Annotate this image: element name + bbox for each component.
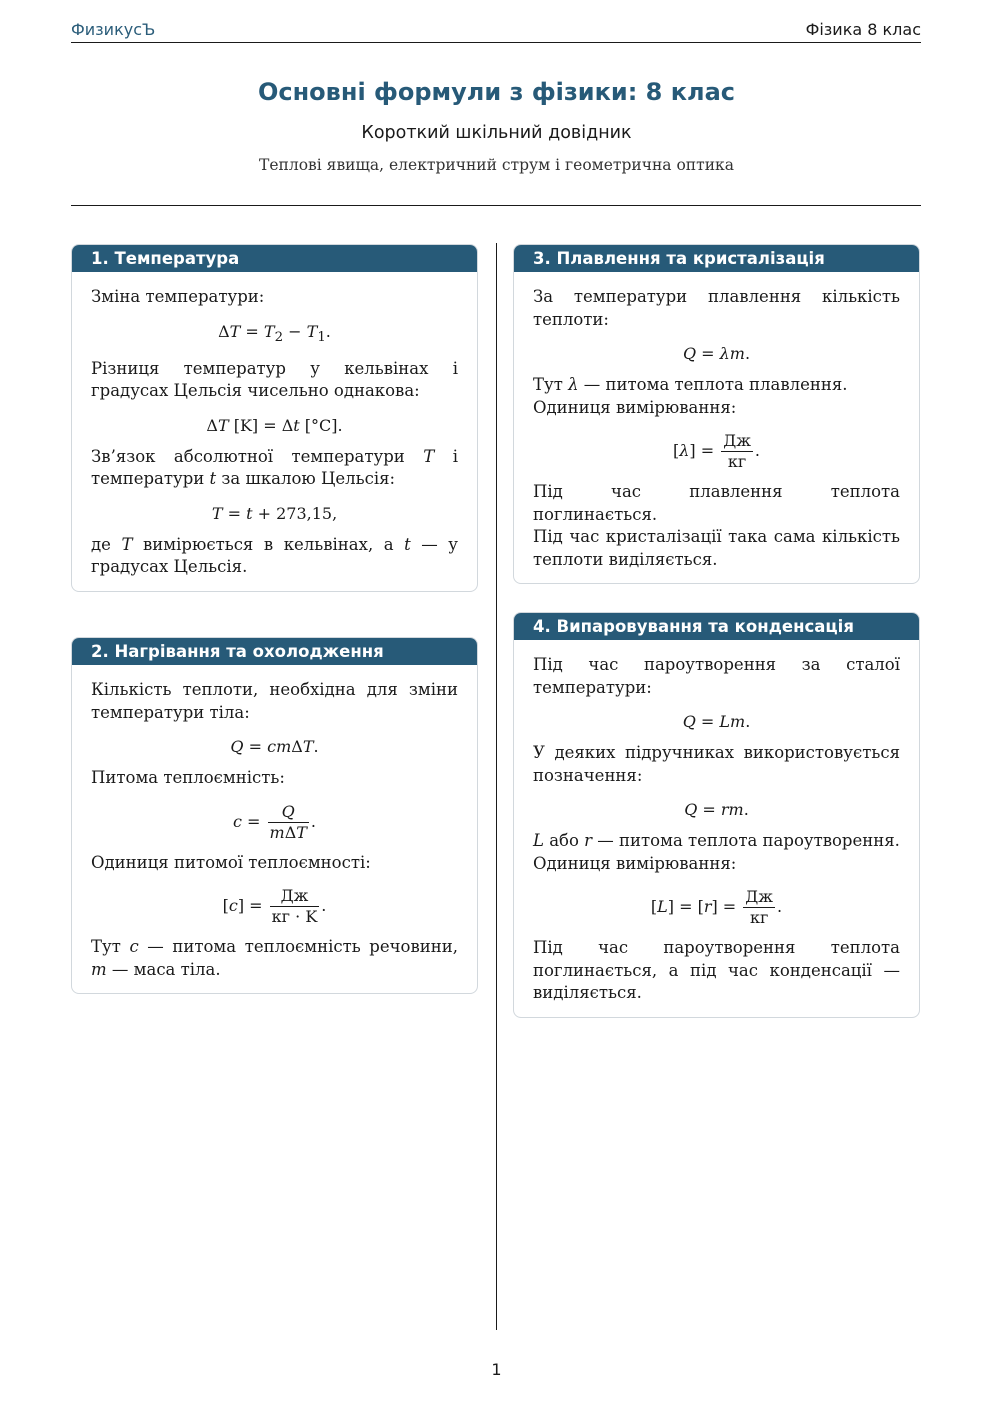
- column-divider: [496, 243, 497, 1330]
- title-rule: [71, 205, 921, 206]
- text: Зв’язок абсолютної температури T і температури t за шкалою Цельсія:: [91, 446, 458, 489]
- page-title: Основні формули з фізики: 8 клас: [257, 78, 736, 106]
- section-melting: [513, 244, 920, 584]
- text: Різниця температур у кельвінах і градусах Цельсія чисельно однакова:: [91, 358, 458, 401]
- text: Під час пароутворення за сталої температури:: [533, 655, 900, 697]
- text: У деяких підручниках використовується позначення:: [533, 743, 900, 785]
- text: де T вимірюється в кельвінах, а t — у градусах Цельсія.: [91, 534, 459, 577]
- formula-absolute-temp: T = t + 273,15,: [211, 503, 338, 523]
- text: Під час пароутворення теплота поглинається, а під час конденсації — виділяється.: [533, 938, 900, 1002]
- formula-kelvin-celsius-diff: ΔT [K] = Δt [°C].: [206, 415, 343, 435]
- page-topics: Теплові явища, електричний струм і геометрична оптика: [259, 156, 734, 174]
- text: Під час кристалізації така сама кількість теплоти виділяється.: [533, 527, 900, 569]
- section-title: 2. Нагрівання та охолодження: [72, 638, 477, 665]
- text: Тут λ — питома теплота плавлення.: [533, 375, 848, 394]
- text: За температури плавлення кількість теплоти:: [533, 287, 900, 329]
- text: Одиниця вимірювання:: [533, 853, 737, 873]
- text: Зміна температури:: [91, 287, 265, 306]
- text: L або r — питома теплота пароутворення.: [533, 831, 900, 850]
- section-evaporation: [513, 612, 920, 1018]
- formula-heat-quantity: Q = cmΔT.: [230, 737, 319, 756]
- section-temperature: [71, 244, 478, 592]
- formula-specific-heat: c = $\frac{Q}{\text{mΔT}}$ .: [232, 801, 317, 842]
- page-number: 1: [491, 1360, 502, 1379]
- formula-specific-heat-unit: [c] = $\frac{Дж}{кг \cdot K}$ .: [222, 886, 327, 926]
- section-heating: [71, 637, 478, 994]
- page-subtitle: Короткий шкільний довідник: [361, 123, 632, 143]
- header-brand: ФизикусЪ: [71, 20, 156, 39]
- header-rule: [71, 42, 921, 43]
- section-title: 4. Випаровування та конденсація: [514, 613, 919, 640]
- text: Тут c — питома теплоємність речовини, m — маса тіла.: [91, 937, 458, 979]
- formula-vaporization-unit: [L] = [r] = $\frac{Дж}{кг}$ .: [650, 887, 783, 927]
- section-title: 3. Плавлення та кристалізація: [514, 245, 919, 272]
- formula-vaporization-alt: Q = rm.: [684, 800, 749, 819]
- text: Під час плавлення теплота поглинається.: [533, 482, 900, 524]
- text: Питома теплоємність:: [91, 768, 285, 787]
- formula-vaporization-heat: Q = Lm.: [682, 712, 751, 731]
- formula-melting-unit: [λ] = $\frac{Дж}{кг}$ .: [672, 431, 761, 471]
- section-title: 1. Температура: [72, 245, 477, 272]
- formula-melting-heat: Q = λm.: [682, 344, 751, 363]
- text: Одиниця питомої теплоємності:: [91, 852, 371, 872]
- text: Кількість теплоти, необхідна для зміни температури тіла:: [91, 680, 458, 722]
- formula-delta-t: $\Delta T = T_2 - T_1$.: [218, 321, 331, 345]
- text: Одиниця вимірювання:: [533, 397, 737, 417]
- header-course: Фізика 8 клас: [805, 20, 921, 39]
